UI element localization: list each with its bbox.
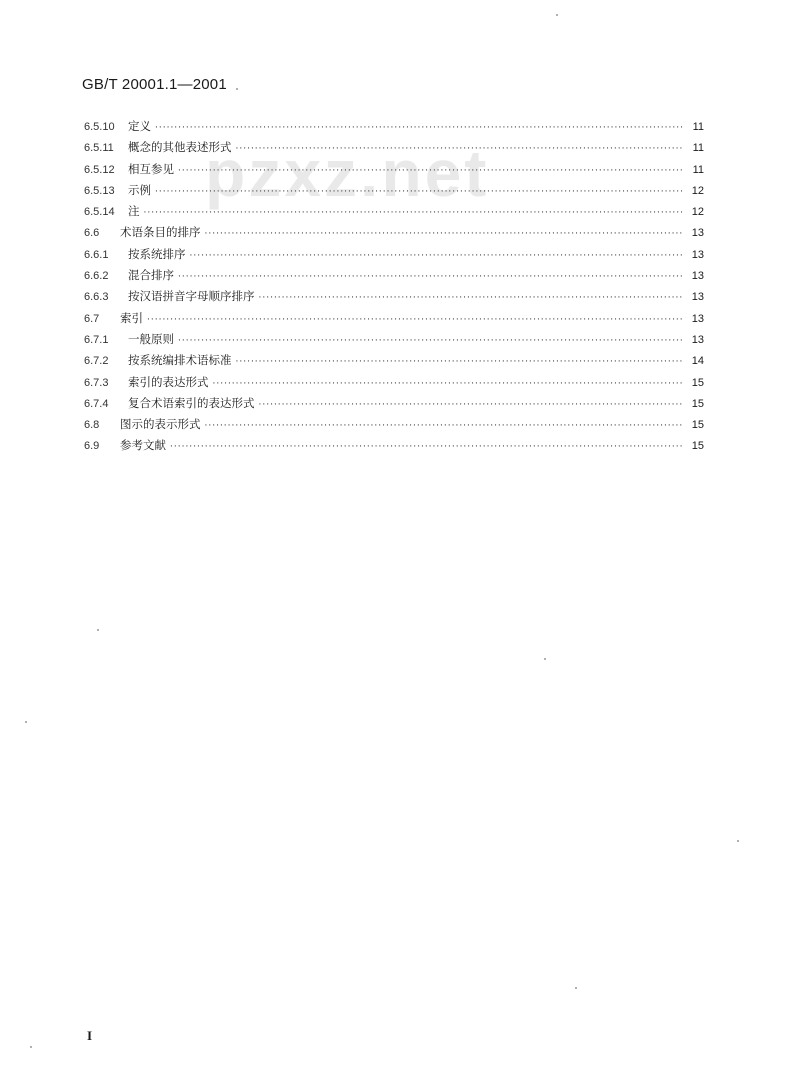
scan-speck <box>236 88 238 90</box>
toc-leader-dots <box>155 123 684 133</box>
toc-entry-title: 索引的表达形式 <box>128 374 209 389</box>
toc-entry <box>84 437 704 458</box>
scan-speck <box>575 987 577 989</box>
toc-entry <box>84 139 704 160</box>
toc-entry-page: 14 <box>691 355 704 368</box>
toc-entry-number: 6.7.1 <box>84 333 109 346</box>
toc-entry-title: 示例 <box>128 182 151 197</box>
toc-entry-title: 图示的表示形式 <box>120 417 201 432</box>
toc-entry-page: 12 <box>691 184 704 197</box>
toc-entry-page: 13 <box>691 227 704 240</box>
toc-leader-dots <box>178 272 684 282</box>
toc-entry <box>84 395 704 416</box>
toc-leader-dots <box>155 187 684 197</box>
toc-entry <box>84 288 704 309</box>
scan-speck <box>97 629 99 631</box>
toc-entry-number: 6.8 <box>84 419 100 432</box>
scan-speck <box>737 840 739 842</box>
toc-leader-dots <box>259 400 685 410</box>
watermark: pzxz.net <box>205 136 490 210</box>
toc-entry-page: 13 <box>691 333 704 346</box>
toc-entry-title: 复合术语索引的表达形式 <box>128 395 255 410</box>
toc-entry <box>84 310 704 331</box>
toc-entry-number: 6.6.1 <box>84 248 109 261</box>
toc-entry-page: 15 <box>691 397 704 410</box>
toc-entry-title: 索引 <box>120 310 143 325</box>
table-of-contents <box>84 118 704 459</box>
toc-entry <box>84 416 704 437</box>
toc-leader-dots <box>144 208 685 218</box>
toc-leader-dots <box>213 379 685 389</box>
scan-speck <box>30 1046 32 1048</box>
toc-entry-number: 6.6 <box>84 227 100 240</box>
toc-entry <box>84 352 704 373</box>
toc-entry-title: 定义 <box>128 119 151 133</box>
toc-entry-number: 6.7 <box>84 312 100 325</box>
toc-entry-number: 6.7.3 <box>84 376 109 389</box>
toc-leader-dots <box>147 315 684 325</box>
toc-entry <box>84 203 704 224</box>
toc-entry-title: 混合排序 <box>128 268 174 283</box>
toc-entry <box>84 161 704 182</box>
toc-entry <box>84 246 704 267</box>
toc-entry-title: 一般原则 <box>128 331 174 346</box>
toc-entry-page: 13 <box>691 270 704 283</box>
toc-entry-page: 11 <box>692 121 704 133</box>
toc-entry-number: 6.6.2 <box>84 270 109 283</box>
toc-entry <box>84 267 704 288</box>
toc-entry-number: 6.5.10 <box>84 121 115 133</box>
scan-speck <box>544 658 546 660</box>
toc-entry-title: 按系统排序 <box>128 246 186 261</box>
toc-leader-dots <box>178 336 684 346</box>
toc-entry-number: 6.7.2 <box>84 355 109 368</box>
toc-entry-page: 12 <box>691 206 704 219</box>
toc-entry-title: 相互参见 <box>128 161 174 176</box>
toc-entry <box>84 374 704 395</box>
toc-entry-number: 6.5.13 <box>84 184 115 197</box>
toc-entry-title: 参考文献 <box>120 438 166 453</box>
toc-entry-page: 11 <box>692 163 704 176</box>
toc-entry-number: 6.5.14 <box>84 206 115 219</box>
page-number: I <box>87 1028 93 1043</box>
toc-entry <box>84 331 704 352</box>
toc-entry-title: 按汉语拼音字母顺序排序 <box>128 289 255 304</box>
scan-speck <box>25 721 27 723</box>
toc-entry-title: 概念的其他表述形式 <box>128 140 232 155</box>
toc-leader-dots <box>236 144 685 154</box>
toc-entry-number: 6.7.4 <box>84 397 109 410</box>
toc-entry-page: 15 <box>691 376 704 389</box>
toc-entry-page: 13 <box>691 312 704 325</box>
toc-entry <box>84 182 704 203</box>
toc-entry-page: 11 <box>692 142 704 155</box>
toc-entry-number: 6.5.12 <box>84 163 115 176</box>
toc-leader-dots <box>190 251 685 261</box>
toc-entry-title: 按系统编排术语标准 <box>128 353 232 368</box>
toc-entry-title: 注 <box>128 204 140 219</box>
standard-code-header: GB/T 20001.1—2001 <box>82 76 227 93</box>
toc-leader-dots <box>205 229 685 239</box>
toc-entry-number: 6.5.11 <box>84 142 114 155</box>
toc-entry-page: 15 <box>691 419 704 432</box>
toc-entry-page: 13 <box>691 248 704 261</box>
toc-entry-page: 13 <box>691 291 704 304</box>
toc-entry-page: 15 <box>691 440 704 453</box>
toc-leader-dots <box>170 442 684 452</box>
scan-speck <box>556 14 558 16</box>
toc-leader-dots <box>178 166 684 176</box>
toc-entry <box>84 224 704 245</box>
toc-leader-dots <box>259 293 685 303</box>
toc-leader-dots <box>205 421 685 431</box>
toc-leader-dots <box>236 357 685 367</box>
toc-entry-number: 6.6.3 <box>84 291 109 304</box>
toc-entry-title: 术语条目的排序 <box>120 225 201 240</box>
toc-entry <box>84 118 704 139</box>
toc-entry-number: 6.9 <box>84 440 100 453</box>
